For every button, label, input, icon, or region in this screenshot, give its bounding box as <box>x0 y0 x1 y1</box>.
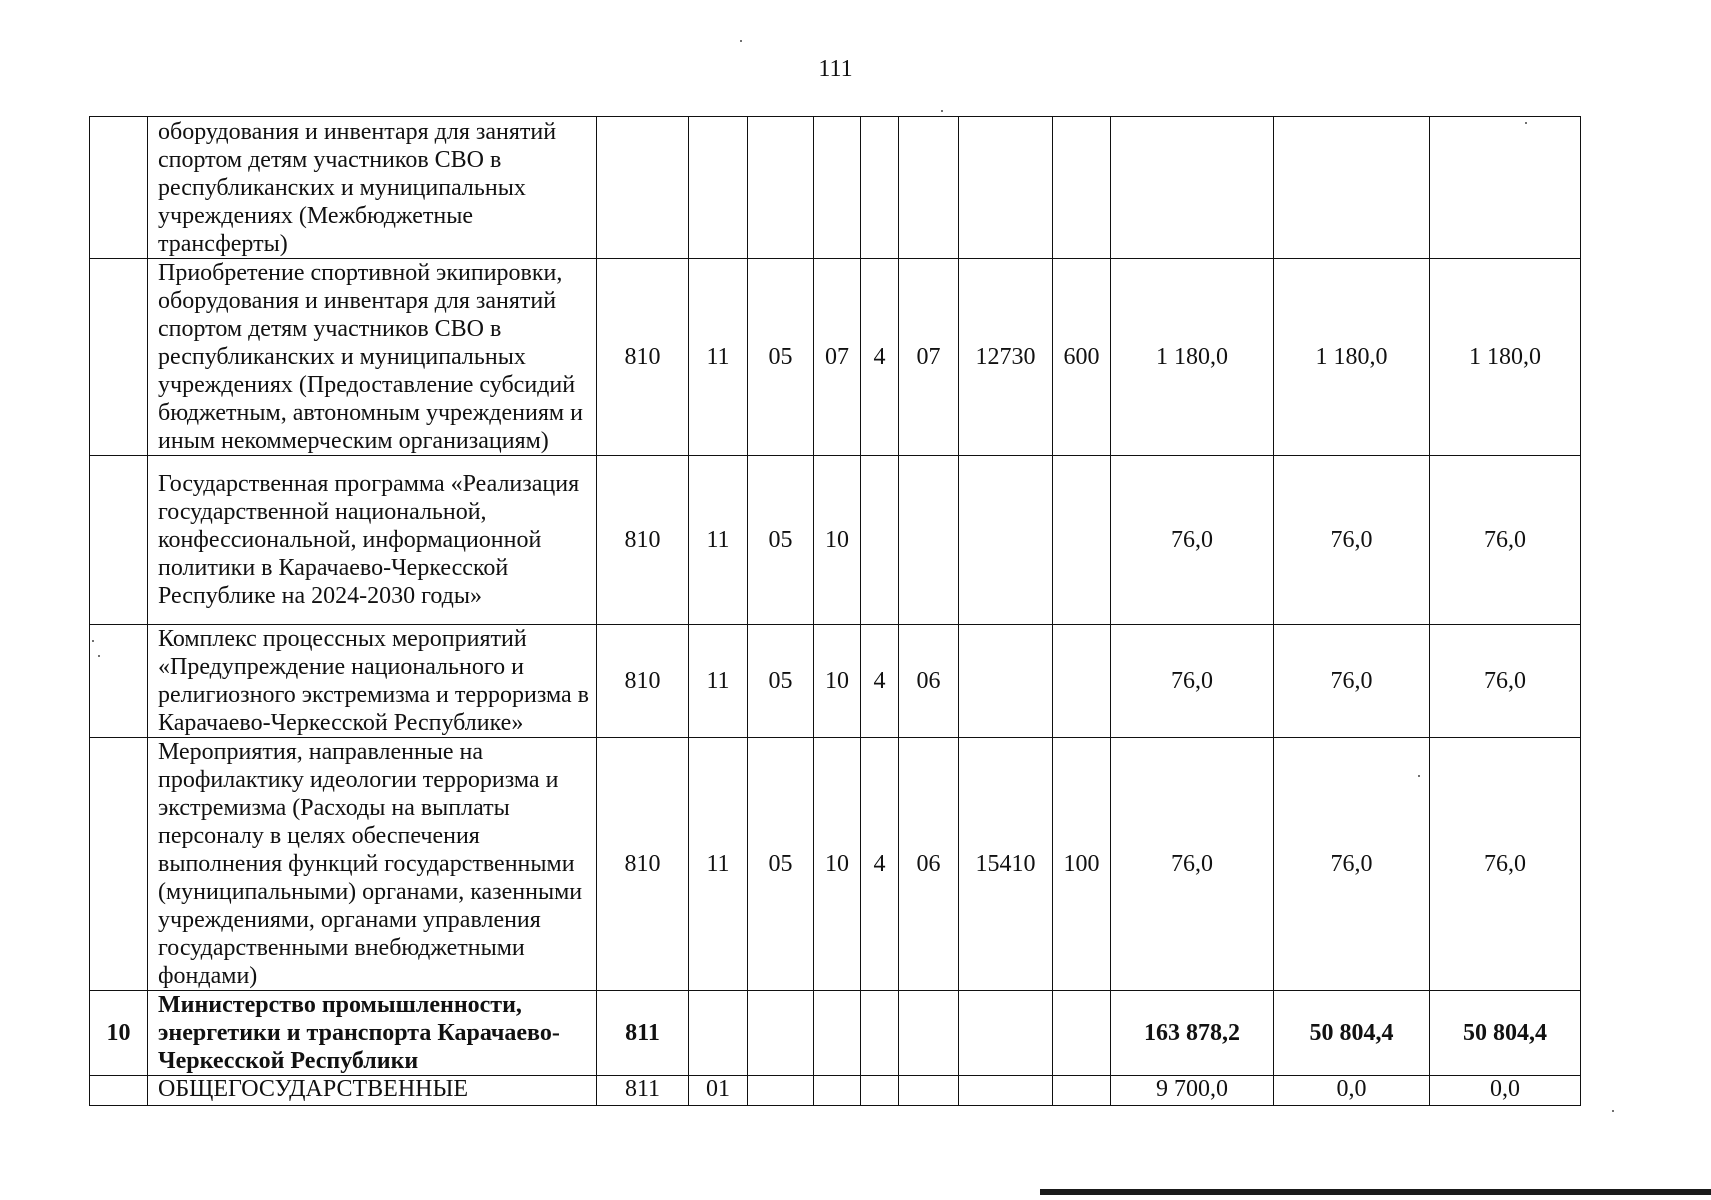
code-cell: 07 <box>814 259 861 456</box>
scan-speck <box>98 655 100 657</box>
code-cell: 01 <box>689 1076 748 1106</box>
budget-table <box>89 116 1581 1106</box>
code-cell <box>861 991 899 1076</box>
amount-cell: 1 180,0 <box>1430 259 1581 456</box>
row-number-cell <box>90 117 148 259</box>
scan-speck <box>1525 122 1527 124</box>
code-cell <box>748 117 814 259</box>
code-cell <box>689 117 748 259</box>
code-cell: 15410 <box>959 738 1053 991</box>
amount-cell: 76,0 <box>1430 625 1581 738</box>
amount-cell: 1 180,0 <box>1111 259 1274 456</box>
amount-cell: 0,0 <box>1430 1076 1581 1106</box>
code-cell <box>814 1076 861 1106</box>
code-cell <box>1053 625 1111 738</box>
row-number-cell <box>90 1076 148 1106</box>
code-cell <box>861 456 899 625</box>
code-cell: 811 <box>597 1076 689 1106</box>
code-cell: 4 <box>861 738 899 991</box>
code-cell <box>899 991 959 1076</box>
code-cell: 11 <box>689 738 748 991</box>
code-cell <box>689 991 748 1076</box>
row-number-cell <box>90 259 148 456</box>
scan-speck <box>941 110 943 112</box>
code-cell: 4 <box>861 625 899 738</box>
row-description: Комплекс процессных мероприятий «Предупреждение национального и религиозного экстремизма и терроризма в Карачаево-Черкесской Республике» <box>148 625 597 738</box>
row-number-cell <box>90 738 148 991</box>
table-row <box>90 456 1581 625</box>
table-row <box>90 991 1581 1076</box>
code-cell <box>861 1076 899 1106</box>
row-description: Министерство промышленности, энергетики и транспорта Карачаево-Черкесской Республики <box>148 991 597 1076</box>
code-cell: 06 <box>899 625 959 738</box>
code-cell: 810 <box>597 738 689 991</box>
code-cell: 05 <box>748 259 814 456</box>
code-cell: 10 <box>814 738 861 991</box>
code-cell: 11 <box>689 625 748 738</box>
amount-cell: 76,0 <box>1111 625 1274 738</box>
code-cell: 11 <box>689 259 748 456</box>
code-cell: 11 <box>689 456 748 625</box>
code-cell: 12730 <box>959 259 1053 456</box>
row-number-cell <box>90 625 148 738</box>
code-cell <box>899 1076 959 1106</box>
scan-speck <box>92 640 94 642</box>
code-cell: 100 <box>1053 738 1111 991</box>
code-cell: 4 <box>861 259 899 456</box>
amount-cell: 9 700,0 <box>1111 1076 1274 1106</box>
amount-cell: 76,0 <box>1274 738 1430 991</box>
code-cell: 811 <box>597 991 689 1076</box>
row-number-cell: 10 <box>90 991 148 1076</box>
code-cell <box>1053 117 1111 259</box>
amount-cell: 163 878,2 <box>1111 991 1274 1076</box>
amount-cell: 0,0 <box>1274 1076 1430 1106</box>
amount-cell: 50 804,4 <box>1430 991 1581 1076</box>
code-cell: 810 <box>597 456 689 625</box>
code-cell <box>597 117 689 259</box>
code-cell: 05 <box>748 625 814 738</box>
scan-speck <box>740 40 742 42</box>
amount-cell: 76,0 <box>1430 738 1581 991</box>
code-cell <box>959 625 1053 738</box>
amount-cell: 76,0 <box>1430 456 1581 625</box>
code-cell <box>899 456 959 625</box>
code-cell <box>861 117 899 259</box>
code-cell <box>959 1076 1053 1106</box>
amount-cell: 76,0 <box>1274 456 1430 625</box>
table-row <box>90 1076 1581 1106</box>
row-description: Приобретение спортивной экипировки, оборудования и инвентаря для занятий спортом детям участников СВО в республиканских и муниципальных учреждениях (Предоставление субсидий бюджетным, автономным учреждениям и иным некоммерческим организациям) <box>148 259 597 456</box>
amount-cell: 76,0 <box>1111 456 1274 625</box>
code-cell: 06 <box>899 738 959 991</box>
code-cell <box>814 991 861 1076</box>
row-description: Государственная программа «Реализация государственной национальной, конфессиональной, информационной политики в Карачаево-Черкесской Республике на 2024-2030 годы» <box>148 456 597 625</box>
code-cell <box>1053 456 1111 625</box>
row-description: ОБЩЕГОСУДАРСТВЕННЫЕ <box>148 1076 597 1106</box>
code-cell <box>899 117 959 259</box>
scan-edge-line <box>1040 1189 1711 1195</box>
amount-cell <box>1111 117 1274 259</box>
code-cell: 05 <box>748 456 814 625</box>
code-cell <box>959 991 1053 1076</box>
amount-cell: 76,0 <box>1274 625 1430 738</box>
code-cell: 10 <box>814 625 861 738</box>
amount-cell: 76,0 <box>1111 738 1274 991</box>
code-cell <box>959 117 1053 259</box>
table-row <box>90 625 1581 738</box>
code-cell <box>1053 1076 1111 1106</box>
code-cell: 05 <box>748 738 814 991</box>
code-cell: 600 <box>1053 259 1111 456</box>
table-row <box>90 738 1581 991</box>
row-description: Мероприятия, направленные на профилактику идеологии терроризма и экстремизма (Расходы на выплаты персоналу в целях обеспечения выполнения функций государственными (муниципальными) органами, казенными учреждениями, органами управления государственными внебюджетными фондами) <box>148 738 597 991</box>
code-cell: 07 <box>899 259 959 456</box>
row-description: оборудования и инвентаря для занятий спортом детям участников СВО в республиканских и муниципальных учреждениях (Межбюджетные трансферты) <box>148 117 597 259</box>
code-cell: 810 <box>597 259 689 456</box>
code-cell <box>748 991 814 1076</box>
amount-cell <box>1274 117 1430 259</box>
code-cell: 810 <box>597 625 689 738</box>
row-number-cell <box>90 456 148 625</box>
code-cell <box>748 1076 814 1106</box>
amount-cell: 1 180,0 <box>1274 259 1430 456</box>
scan-speck <box>1612 1110 1614 1112</box>
code-cell: 10 <box>814 456 861 625</box>
amount-cell <box>1430 117 1581 259</box>
table-row <box>90 117 1581 259</box>
amount-cell: 50 804,4 <box>1274 991 1430 1076</box>
page-number: 111 <box>818 56 853 82</box>
code-cell <box>814 117 861 259</box>
code-cell <box>959 456 1053 625</box>
code-cell <box>1053 991 1111 1076</box>
scan-speck <box>1418 775 1420 777</box>
table-row <box>90 259 1581 456</box>
